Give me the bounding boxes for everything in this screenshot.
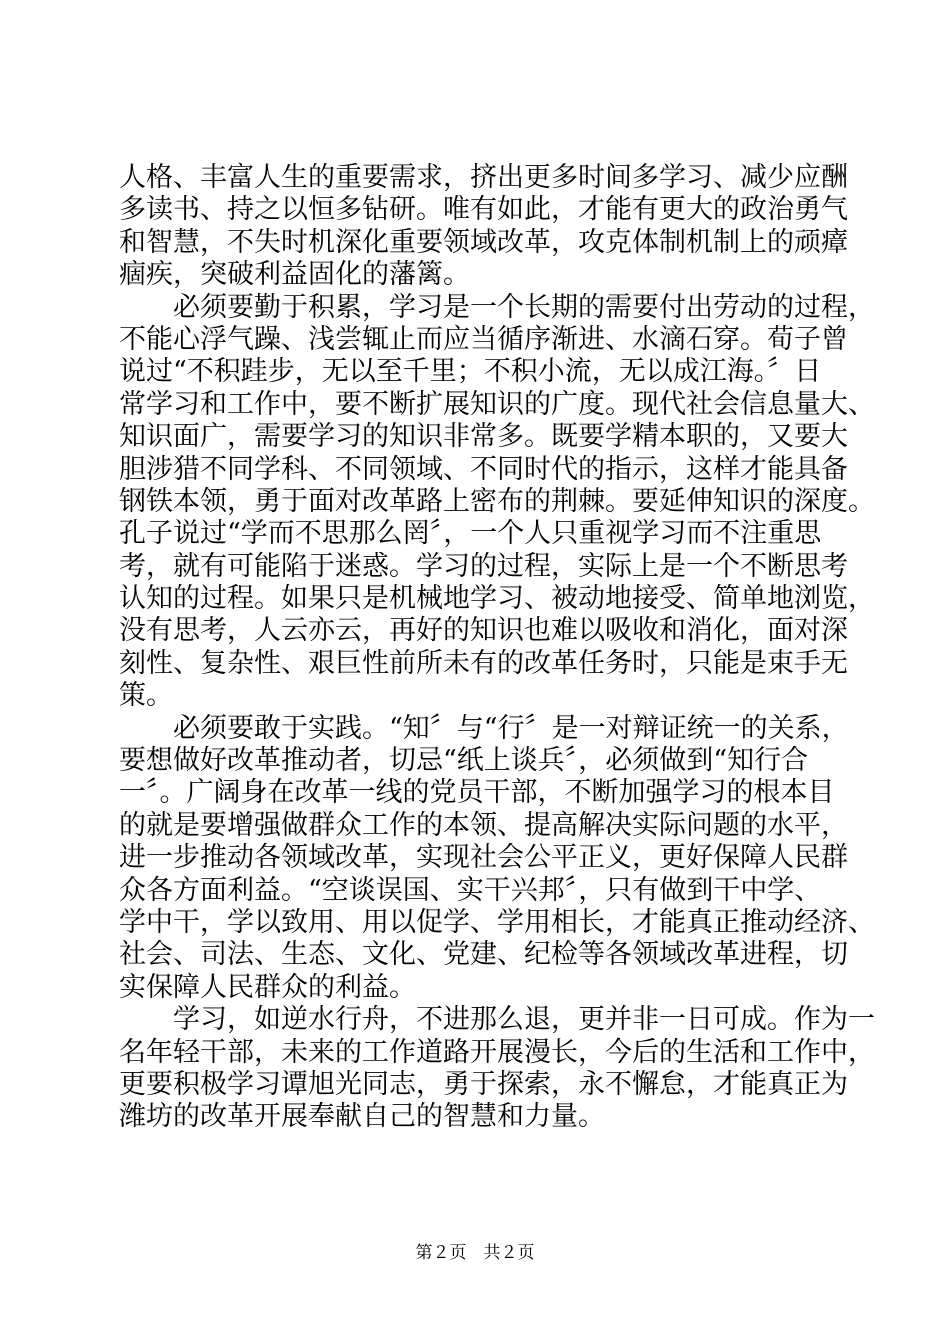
text-line: 潍坊的改革开展奉献自己的智慧和力量。 (119, 1101, 605, 1133)
text-line: 知识面广，需要学习的知识非常多。既要学精本职的，又要大 (119, 421, 848, 453)
text-line: 说过“不积跬步，无以至千里；不积小流，无以成江海。〞日 (119, 356, 822, 388)
text-line: 刻性、复杂性、艰巨性前所未有的改革任务时，只能是束手无 (119, 647, 848, 679)
text-line: 的就是要增强做群众工作的本领、提高解决实际问题的水平， (119, 809, 848, 841)
text-line: 没有思考，人云亦云，再好的知识也难以吸收和消化，面对深 (119, 615, 848, 647)
text-line: 孔子说过“学而不思那么罔〞，一个人只重视学习而不注重思 (119, 518, 822, 550)
text-line: 必须要勤于积累，学习是一个长期的需要付出劳动的过程， (119, 291, 875, 323)
document-body (119, 162, 875, 1134)
text-line: 进一步推动各领域改革，实现社会公平正义，更好保障人民群 (119, 842, 848, 874)
text-line: 策。 (119, 680, 173, 712)
text-line: 社会、司法、生态、文化、党建、纪检等各领域改革进程，切 (119, 939, 848, 971)
text-line: 众各方面利益。“空谈误国、实干兴邦〞，只有做到干中学、 (119, 874, 822, 906)
text-line: 必须要敢于实践。“知〞与“行〞是一对辩证统一的关系， (119, 712, 849, 744)
text-line: 多读书、持之以恒多钻研。唯有如此，才能有更大的政治勇气 (119, 194, 848, 226)
text-line: 常学习和工作中，要不断扩展知识的广度。现代社会信息量大、 (119, 388, 875, 420)
text-line: 学中干，学以致用、用以促学、学用相长，才能真正推动经济、 (119, 906, 875, 938)
text-line: 不能心浮气躁、浅尝辄止而应当循序渐进、水滴石穿。荀子曾 (119, 323, 848, 355)
text-line: 一〞。广阔身在改革一线的党员干部，不断加强学习的根本目 (119, 777, 835, 809)
text-line: 胆涉猎不同学科、不同领域、不同时代的指示，这样才能具备 (119, 453, 848, 485)
page-number-footer: 第２页 共２页 (415, 1243, 535, 1263)
text-line: 考，就有可能陷于迷惑。学习的过程，实际上是一个不断思考 (119, 550, 848, 582)
text-line: 更要积极学习谭旭光同志，勇于探索，永不懈怠，才能真正为 (119, 1068, 848, 1100)
text-line: 痼疾，突破利益固化的藩篱。 (119, 259, 470, 291)
text-line: 学习，如逆水行舟，不进那么退，更并非一日可成。作为一 (119, 1004, 875, 1036)
text-line: 和智慧，不失时机深化重要领域改革，攻克体制机制上的顽瘴 (119, 226, 848, 258)
text-line: 实保障人民群众的利益。 (119, 971, 416, 1003)
text-line: 要想做好改革推动者，切忌“纸上谈兵〞，必须做到“知行合 (119, 745, 809, 777)
text-line: 认知的过程。如果只是机械地学习、被动地接受、简单地浏览， (119, 583, 875, 615)
text-line: 名年轻干部，未来的工作道路开展漫长，今后的生活和工作中， (119, 1036, 875, 1068)
text-line: 人格、丰富人生的重要需求，挤出更多时间多学习、减少应酬 (119, 162, 848, 193)
text-line: 钢铁本领，勇于面对改革路上密布的荆棘。要延伸知识的深度。 (119, 485, 875, 517)
